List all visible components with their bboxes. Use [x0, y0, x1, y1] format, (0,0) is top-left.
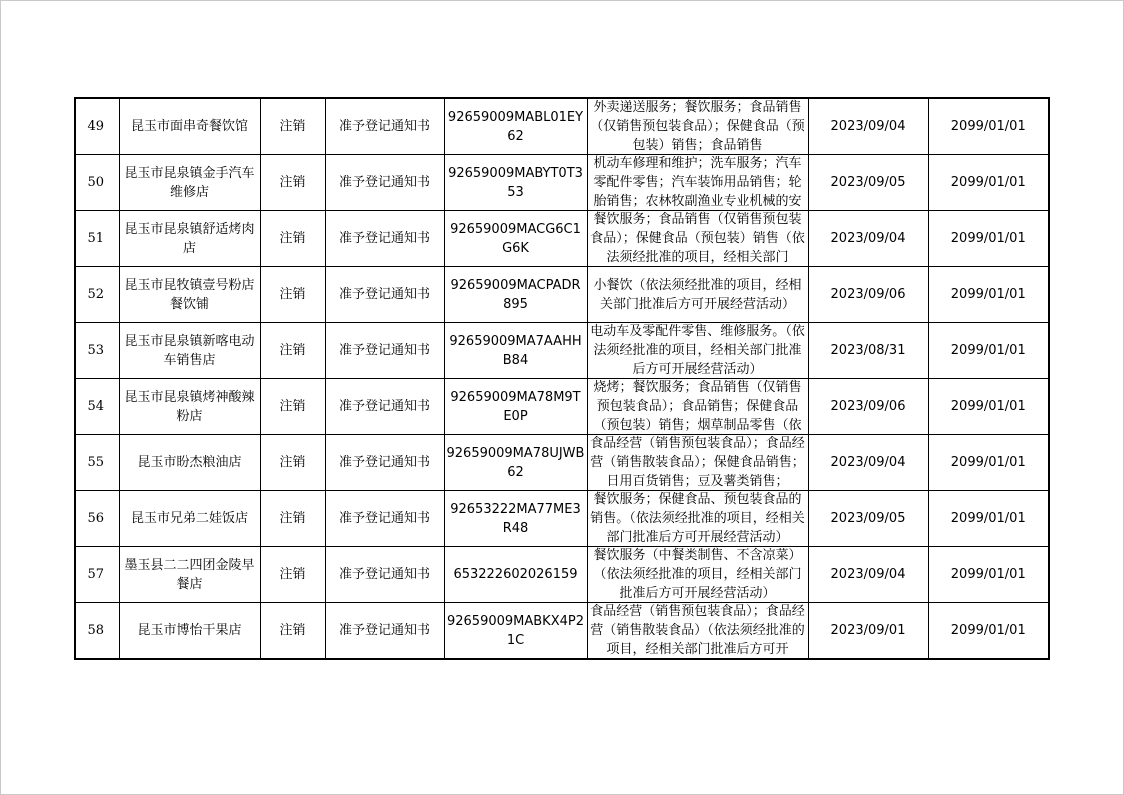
document-type-cell: 准予登记通知书 [325, 267, 444, 323]
expiry-date-cell: 2099/01/01 [928, 267, 1049, 323]
expiry-date-cell: 2099/01/01 [928, 323, 1049, 379]
row-number-cell: 53 [75, 323, 119, 379]
action-type-cell: 注销 [260, 267, 325, 323]
credit-code-cell: 92659009MA7AAHHB84 [444, 323, 587, 379]
business-scope: 机动车修理和维护；洗车服务；汽车零配件零售；汽车装饰用品销售；轮胎销售；农林牧副渔业专业机械的安 [593, 156, 802, 209]
document-type-cell: 准予登记通知书 [325, 491, 444, 547]
document-type-cell: 准予登记通知书 [325, 603, 444, 660]
business-scope-cell [587, 491, 808, 547]
expiry-date-cell: 2099/01/01 [928, 155, 1049, 211]
business-scope-cell [587, 603, 808, 660]
document-type-cell: 准予登记通知书 [325, 379, 444, 435]
action-type-cell: 注销 [260, 379, 325, 435]
business-scope-cell [587, 435, 808, 491]
row-number-cell: 50 [75, 155, 119, 211]
business-scope: 小餐饮（依法须经批准的项目，经相关部门批准后方可开展经营活动） [593, 277, 802, 312]
credit-code-cell: 653222602026159 [444, 547, 587, 603]
registration-table [74, 97, 1050, 660]
approval-date-cell: 2023/09/06 [808, 379, 928, 435]
approval-date-cell: 2023/09/04 [808, 547, 928, 603]
approval-date-cell: 2023/09/04 [808, 98, 928, 155]
business-scope: 餐饮服务；食品销售（仅销售预包装食品）；保健食品（预包装）销售（依法须经批准的项目，经相关部门 [590, 212, 805, 265]
approval-date-cell: 2023/09/04 [808, 435, 928, 491]
action-type-cell: 注销 [260, 323, 325, 379]
row-number-cell: 58 [75, 603, 119, 660]
table-row [75, 211, 1049, 267]
action-type-cell: 注销 [260, 155, 325, 211]
expiry-date-cell: 2099/01/01 [928, 547, 1049, 603]
row-number-cell: 49 [75, 98, 119, 155]
document-type-cell: 准予登记通知书 [325, 98, 444, 155]
credit-code-cell: 92659009MABL01EY62 [444, 98, 587, 155]
business-name-cell: 昆玉市博怡干果店 [119, 603, 260, 660]
business-scope-cell [587, 267, 808, 323]
row-number-cell: 52 [75, 267, 119, 323]
business-name-cell: 昆玉市昆泉镇金手汽车维修店 [119, 155, 260, 211]
business-name-cell: 昆玉市面串奇餐饮馆 [119, 98, 260, 155]
expiry-date-cell: 2099/01/01 [928, 211, 1049, 267]
business-scope-cell [587, 98, 808, 155]
table-body [75, 98, 1049, 659]
approval-date-cell: 2023/09/01 [808, 603, 928, 660]
row-number-cell: 55 [75, 435, 119, 491]
business-scope: 食品经营（销售预包装食品）；食品经营（销售散装食品）；保健食品销售；日用百货销售；豆及薯类销售； [590, 436, 805, 489]
expiry-date-cell: 2099/01/01 [928, 379, 1049, 435]
business-scope-cell [587, 211, 808, 267]
table-row [75, 547, 1049, 603]
table-row [75, 603, 1049, 660]
business-name-cell: 昆玉市昆牧镇壹号粉店餐饮铺 [119, 267, 260, 323]
document-type-cell: 准予登记通知书 [325, 323, 444, 379]
business-scope-cell [587, 547, 808, 603]
action-type-cell: 注销 [260, 211, 325, 267]
table-row [75, 98, 1049, 155]
table-row [75, 435, 1049, 491]
table-row [75, 379, 1049, 435]
credit-code-cell: 92659009MACPADR895 [444, 267, 587, 323]
approval-date-cell: 2023/08/31 [808, 323, 928, 379]
action-type-cell: 注销 [260, 547, 325, 603]
business-scope: 外卖递送服务；餐饮服务；食品销售（仅销售预包装食品）；保健食品（预包装）销售；食品销售 [590, 100, 805, 153]
action-type-cell: 注销 [260, 603, 325, 660]
business-scope-cell [587, 323, 808, 379]
business-name-cell: 昆玉市昆泉镇舒适烤肉店 [119, 211, 260, 267]
business-scope-cell [587, 379, 808, 435]
business-name-cell: 昆玉市昆泉镇烤神酸辣粉店 [119, 379, 260, 435]
action-type-cell: 注销 [260, 435, 325, 491]
table-row [75, 323, 1049, 379]
row-number-cell: 51 [75, 211, 119, 267]
table-row [75, 267, 1049, 323]
business-name-cell: 昆玉市盼杰粮油店 [119, 435, 260, 491]
business-scope: 烧烤；餐饮服务；食品销售（仅销售预包装食品）；食品销售；保健食品（预包装）销售；烟草制品零售（依 [593, 380, 802, 433]
row-number-cell: 57 [75, 547, 119, 603]
credit-code-cell: 92659009MA78M9TE0P [444, 379, 587, 435]
credit-code-cell: 92653222MA77ME3R48 [444, 491, 587, 547]
document-type-cell: 准予登记通知书 [325, 211, 444, 267]
business-scope-cell [587, 155, 808, 211]
business-name-cell: 昆玉市昆泉镇新喀电动车销售店 [119, 323, 260, 379]
document-type-cell: 准予登记通知书 [325, 435, 444, 491]
action-type-cell: 注销 [260, 491, 325, 547]
business-scope: 食品经营（销售预包装食品）；食品经营（销售散装食品）（依法须经批准的项目，经相关部门批准后方可开 [590, 604, 805, 657]
credit-code-cell: 92659009MABKX4P21C [444, 603, 587, 660]
business-name-cell: 墨玉县二二四团金陵早餐店 [119, 547, 260, 603]
credit-code-cell: 92659009MACG6C1G6K [444, 211, 587, 267]
business-name-cell: 昆玉市兄弟二娃饭店 [119, 491, 260, 547]
expiry-date-cell: 2099/01/01 [928, 98, 1049, 155]
expiry-date-cell: 2099/01/01 [928, 603, 1049, 660]
row-number-cell: 56 [75, 491, 119, 547]
table-row [75, 491, 1049, 547]
approval-date-cell: 2023/09/05 [808, 491, 928, 547]
table-row [75, 155, 1049, 211]
credit-code-cell: 92659009MA78UJWB62 [444, 435, 587, 491]
document-type-cell: 准予登记通知书 [325, 155, 444, 211]
document-type-cell: 准予登记通知书 [325, 547, 444, 603]
expiry-date-cell: 2099/01/01 [928, 491, 1049, 547]
approval-date-cell: 2023/09/04 [808, 211, 928, 267]
business-scope: 餐饮服务；保健食品、预包装食品的销售。（依法须经批准的项目，经相关部门批准后方可开展经营活动） [590, 492, 805, 545]
expiry-date-cell: 2099/01/01 [928, 435, 1049, 491]
action-type-cell: 注销 [260, 98, 325, 155]
approval-date-cell: 2023/09/06 [808, 267, 928, 323]
approval-date-cell: 2023/09/05 [808, 155, 928, 211]
row-number-cell: 54 [75, 379, 119, 435]
business-scope: 餐饮服务（中餐类制售、不含凉菜）（依法须经批准的项目，经相关部门批准后方可开展经营活动） [593, 548, 802, 601]
business-scope: 电动车及零配件零售、维修服务。（依法须经批准的项目，经相关部门批准后方可开展经营活动） [590, 324, 805, 377]
credit-code-cell: 92659009MABYT0T353 [444, 155, 587, 211]
